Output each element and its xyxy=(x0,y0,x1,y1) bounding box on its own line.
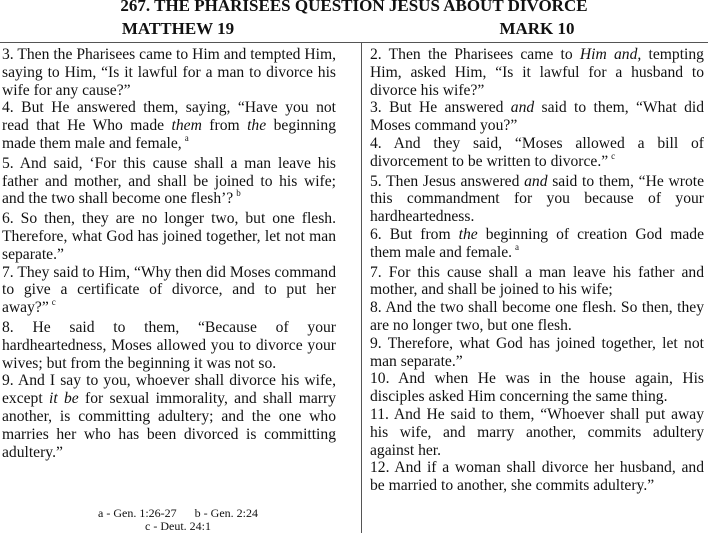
matthew-column xyxy=(2,46,336,461)
verse-mark-5: 5. Then Jesus answered and said to them, “He wrote this commandment for you because of your hardheartedness. xyxy=(370,172,704,226)
verse-matthew-7: 7. They said to Him, “Why then did Moses command to give a certificate of divorce, and to put her away?” $^c$ xyxy=(2,263,336,317)
footnote-marker: c xyxy=(611,150,616,161)
column-heading-matthew: MATTHEW 19 xyxy=(121,19,235,38)
footnotes-line-2 xyxy=(0,520,356,533)
footnote-marker: c xyxy=(51,297,56,308)
verse-matthew-9: 9. And I say to you, whoever shall divorce his wife, except it be for sexual immorality, and shall marry another, is committing adultery; and the one who marries her who has been divorced is committing adultery.” xyxy=(2,372,336,461)
verse-mark-8: 8. And the two shall become one flesh. So then, they are no longer two, but one flesh. xyxy=(370,299,704,334)
footnote-marker: a xyxy=(515,241,520,252)
footnote-c: c - Deut. 24:1 xyxy=(145,519,211,533)
verse-mark-9: 9. Therefore, what God has joined together, let not man separate.” xyxy=(370,334,704,370)
page-title: 267. THE PHARISEES QUESTION JESUS ABOUT DIVORCE xyxy=(120,0,588,15)
header-divider xyxy=(0,42,708,43)
verse-mark-12: 12. And if a woman shall divorce her husband, and be married to another, she commits adultery.” xyxy=(370,459,704,495)
verse-mark-7: 7. For this cause shall a man leave his father and mother, and shall be joined to his wife; xyxy=(370,263,704,299)
column-divider xyxy=(361,42,362,533)
verse-mark-2: 2. Then the Pharisees came to Him and, tempting Him, asked Him, “Is it lawful for a husband to divorce his wife?” xyxy=(370,46,704,99)
verse-mark-3: 3. But He answered and said to them, “What did Moses command you?” xyxy=(370,99,705,135)
mark-column xyxy=(370,46,704,495)
footnote-marker: a xyxy=(184,132,189,143)
verse-matthew-8: 8. He said to them, “Because of your hardheartedness, Moses allowed you to divorce your wives; but from the beginning it was not so. xyxy=(2,318,336,372)
verse-mark-6: 6. But from the beginning of creation God made them male and female. $^a$ xyxy=(370,225,704,261)
footnote-marker: b xyxy=(236,188,241,199)
verse-matthew-6: 6. So then, they are no longer two, but one flesh. Therefore, what God has joined together, let not man separate.” xyxy=(2,210,336,263)
verse-mark-4: 4. And they said, “Moses allowed a bill of divorcement to be written to divorce.” $^c$ xyxy=(370,134,704,170)
verse-matthew-3: 3. Then the Pharisees came to Him and tempted Him, saying to Him, “Is it lawful for a man to divorce his wife for any cause?” xyxy=(2,46,336,99)
footnote-a: a - Gen. 1:26-27 xyxy=(98,506,177,520)
column-heading-mark: MARK 10 xyxy=(499,19,575,38)
verse-mark-11: 11. And He said to them, “Whoever shall put away his wife, and marry another, commits adultery against her. xyxy=(370,405,704,459)
footnote-b: b - Gen. 2:24 xyxy=(194,506,258,520)
verse-matthew-4: 4. But He answered them, saying, “Have you not read that He Who made them from the beginning made them male and female, $^a$ xyxy=(2,99,336,152)
verse-mark-10: 10. And when He was in the house again, His disciples asked Him concerning the same thing. xyxy=(370,370,704,406)
verse-matthew-5: 5. And said, ‘For this cause shall a man leave his father and mother, and shall be joined to his wife; and the two shall become one flesh’? $^b$ xyxy=(2,154,336,208)
